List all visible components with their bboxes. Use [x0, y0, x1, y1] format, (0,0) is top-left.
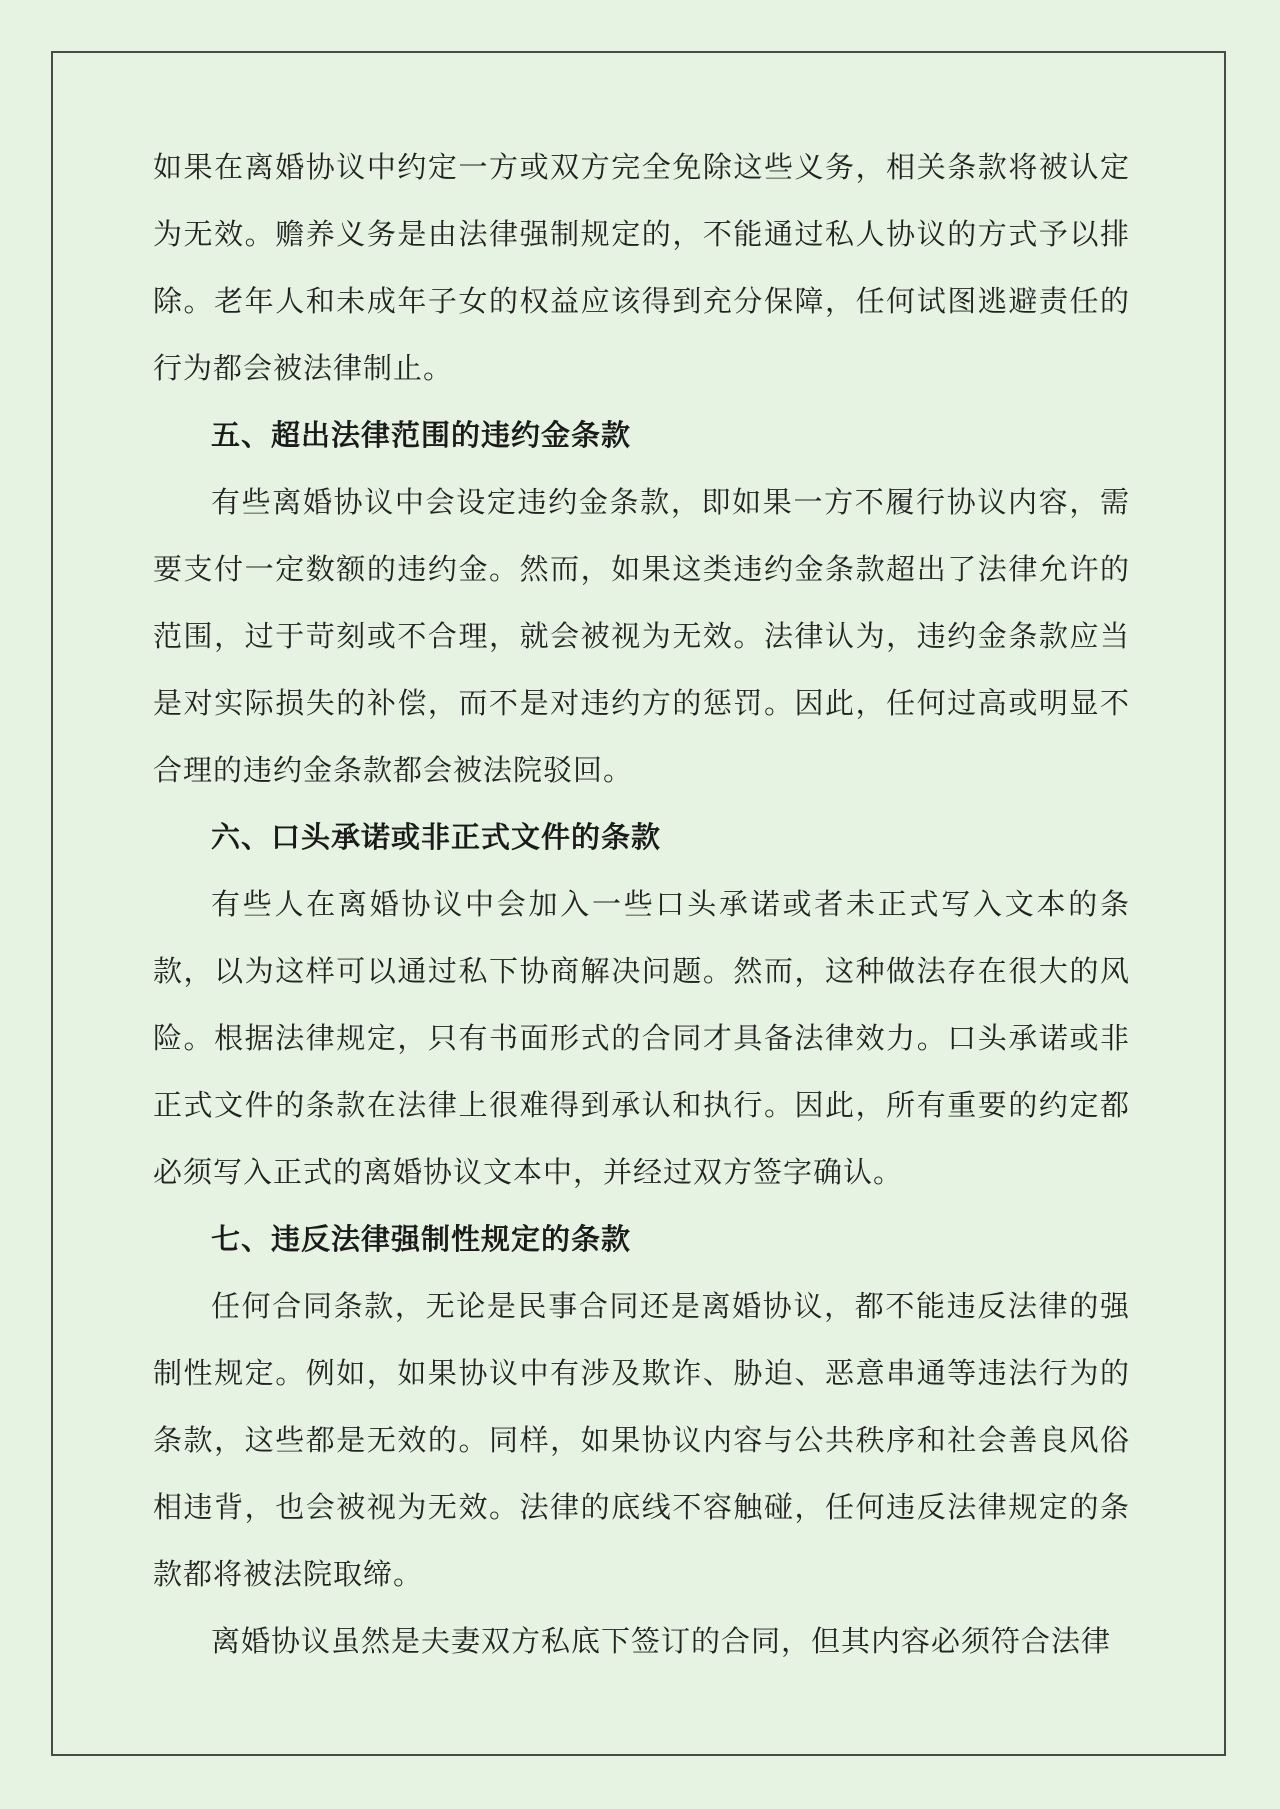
document-body	[153, 134, 1130, 1675]
paragraph-intro: 如果在离婚协议中约定一方或双方完全免除这些义务，相关条款将被认定为无效。赡养义务是由法律强制规定的，不能通过私人协议的方式予以排除。老年人和未成年子女的权益应该得到充分保障，任何试图逃避责任的行为都会被法律制止。	[153, 150, 1130, 385]
paragraph-section-5: 有些离婚协议中会设定违约金条款，即如果一方不履行协议内容，需要支付一定数额的违约金。然而，如果这类违约金条款超出了法律允许的范围，过于苛刻或不合理，就会被视为无效。法律认为，违约金条款应当是对实际损失的补偿，而不是对违约方的惩罚。因此，任何过高或明显不合理的违约金条款都会被法院驳回。	[153, 485, 1130, 787]
heading-section-5: 五、超出法律范围的违约金条款	[211, 418, 632, 452]
paragraph-closing: 离婚协议虽然是夫妻双方私底下签订的合同，但其内容必须符合法律	[211, 1624, 1112, 1658]
heading-section-6: 六、口头承诺或非正式文件的条款	[211, 820, 662, 854]
heading-section-7: 七、违反法律强制性规定的条款	[211, 1222, 632, 1256]
paragraph-section-7: 任何合同条款，无论是民事合同还是离婚协议，都不能违反法律的强制性规定。例如，如果协议中有涉及欺诈、胁迫、恶意串通等违法行为的条款，这些都是无效的。同样，如果协议内容与公共秩序和社会善良风俗相违背，也会被视为无效。法律的底线不容触碰，任何违反法律规定的条款都将被法院取缔。	[153, 1289, 1130, 1591]
paragraph-section-6: 有些人在离婚协议中会加入一些口头承诺或者未正式写入文本的条款，以为这样可以通过私下协商解决问题。然而，这种做法存在很大的风险。根据法律规定，只有书面形式的合同才具备法律效力。口头承诺或非正式文件的条款在法律上很难得到承认和执行。因此，所有重要的约定都必须写入正式的离婚协议文本中，并经过双方签字确认。	[153, 887, 1130, 1189]
